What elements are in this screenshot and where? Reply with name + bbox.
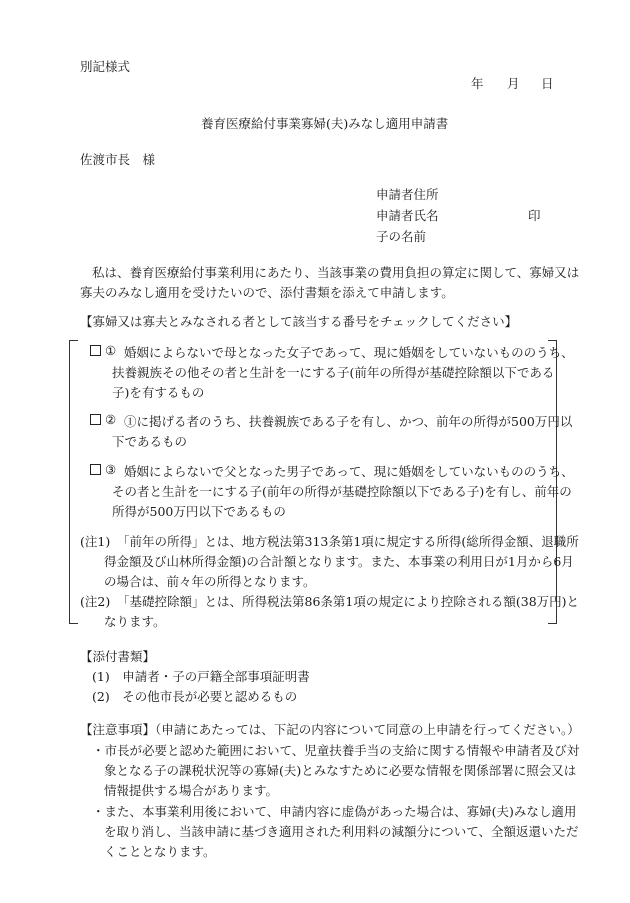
form-label: 別記様式 — [80, 59, 131, 74]
option-1-line-3: 子)を有するもの — [112, 385, 205, 400]
option-2-line-1: ①に掲げる者のうち、扶養親族である子を有し、かつ、前年の所得が500万円以 — [124, 414, 573, 429]
option-2 — [90, 412, 118, 427]
addressee: 佐渡市長 様 — [80, 152, 156, 167]
option-1 — [90, 343, 118, 358]
child-name-label: 子の名前 — [376, 229, 427, 244]
note-2-label: (注2) — [80, 594, 111, 609]
document-title: 養育医療給付事業寡婦(夫)みなし適用申請書 — [201, 116, 449, 131]
frame-left-bracket — [69, 340, 78, 624]
applicant-name-label: 申請者氏名 — [376, 208, 439, 223]
note-1-line-3: の場合は、前々年の所得となります。 — [104, 574, 316, 589]
note-1-label: (注1) — [80, 534, 111, 549]
date-day-label: 日 — [541, 76, 554, 91]
seal-mark: 印 — [528, 208, 541, 223]
attachment-item-1: (1) 申請者・子の戸籍全部事項証明書 — [92, 669, 310, 684]
note-2-line-2: なります。 — [104, 614, 166, 629]
note-2-line-1: 「基礎控除額」とは、所得税法第86条第1項の規定により控除される額(38万円)と — [117, 594, 580, 609]
option-3-line-1: 婚姻によらないで父となった男子であって、現に婚姻をしていないもののうち、 — [124, 464, 574, 479]
note-1-line-1: 「前年の所得」とは、地方税法第313条第1項に規定する所得(総所得金額、退職所 — [117, 534, 579, 549]
cautions-heading: 【注意事項】（申請にあたっては、下記の内容について同意の上申請を行ってください。） — [80, 722, 580, 737]
option-2-checkbox[interactable] — [90, 414, 101, 425]
option-1-checkbox[interactable] — [90, 345, 101, 356]
check-heading: 【寡婦又は寡夫とみなされる者として該当する番号をチェックしてください】 — [80, 314, 518, 329]
date-year-label: 年 — [471, 76, 484, 91]
caution-1-line-3: 情報提供する場合があります。 — [104, 783, 279, 798]
option-1-number: ① — [105, 343, 117, 358]
caution-1-line-1: ・市長が必要と認めた範囲において、児童扶養手当の支給に関する情報や申請者及び対 — [92, 743, 580, 758]
applicant-address-label: 申請者住所 — [376, 187, 439, 202]
option-3 — [90, 462, 118, 477]
attachment-item-2: (2) その他市長が必要と認めるもの — [92, 689, 298, 704]
caution-2-line-2: を取り消し、当該申請に基づき適用された利用料の減額分について、全額返還いただ — [104, 824, 579, 839]
intro-line-2: 寡夫のみなし適用を受けたいので、添付書類を添えて申請します。 — [80, 285, 454, 300]
option-2-number: ② — [105, 412, 117, 427]
date-month-label: 月 — [507, 76, 520, 91]
note-1-line-2: 得金額及び山林所得金額)の合計額となります。また、本事業の利用日が1月から6月 — [104, 554, 574, 569]
option-3-line-2: その者と生計を一にする子(前年の所得が基礎控除額以下である子)を有し、前年の — [112, 484, 572, 499]
intro-line-1: 私は、養育医療給付事業利用にあたり、当該事業の費用負担の算定に関して、寡婦又は — [92, 265, 580, 280]
attachments-heading: 【添付書類】 — [80, 649, 156, 664]
option-2-line-2: 下であるもの — [112, 434, 188, 449]
option-3-number: ③ — [105, 462, 117, 477]
caution-2-line-3: くこととなります。 — [104, 844, 216, 859]
option-3-line-3: 所得が500万円以下であるもの — [112, 504, 286, 519]
option-1-line-2: 扶養親族その他その者と生計を一にする子(前年の所得が基礎控除額以下である — [112, 365, 555, 380]
option-3-checkbox[interactable] — [90, 464, 101, 475]
option-1-line-1: 婚姻によらないで母となった女子であって、現に婚姻をしていないもののうち、 — [124, 345, 574, 360]
caution-2-line-1: ・また、本事業利用後において、申請内容に虚偽があった場合は、寡婦(夫)みなし適用 — [92, 804, 577, 819]
caution-1-line-2: 象となる子の課税状況等の寡婦(夫)とみなすために必要な情報を関係部署に照会又は — [104, 763, 577, 778]
